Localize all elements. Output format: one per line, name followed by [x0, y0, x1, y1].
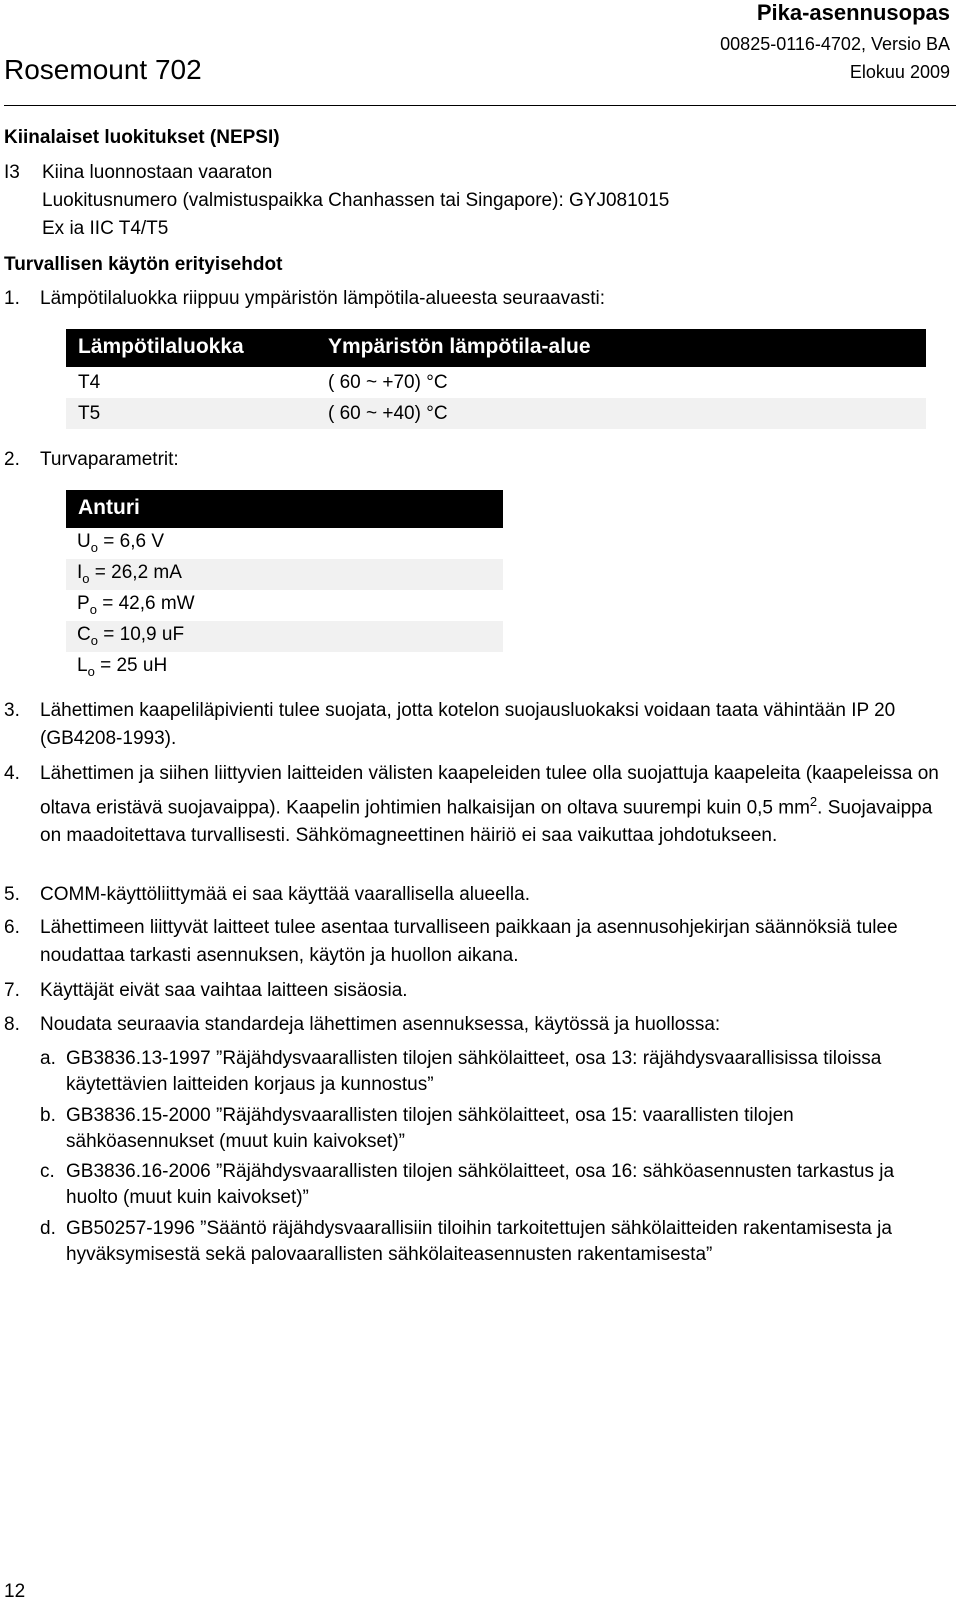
item-5-number: 5.: [4, 884, 20, 905]
table-row: [66, 621, 503, 652]
temperature-class-header: Lämpötilaluokka: [78, 335, 244, 358]
approval-code: I3: [4, 162, 20, 183]
temperature-table-header: [66, 329, 926, 367]
item-7-number: 7.: [4, 980, 20, 1001]
table-row: [66, 590, 503, 621]
approval-title: Kiina luonnostaan vaaraton: [42, 162, 273, 183]
ambient-range-cell: ( 60 ~ +70) °C: [328, 372, 448, 393]
item-1-number: 1.: [4, 288, 20, 309]
parameter-value: = 42,6 mW: [96, 593, 195, 614]
sub-item-label: c.: [40, 1161, 55, 1182]
table-row: [66, 559, 503, 590]
parameter-subscript: o: [90, 539, 98, 555]
item-8-number: 8.: [4, 1014, 20, 1035]
approval-certificate: Luokitusnumero (valmistuspaikka Chanhassen tai Singapore): GYJ081015: [42, 190, 670, 211]
sub-item-label: b.: [40, 1105, 56, 1126]
ambient-range-header: Ympäristön lämpötila-alue: [328, 335, 591, 358]
sub-item-label: a.: [40, 1048, 56, 1069]
sub-item-label: d.: [40, 1218, 56, 1239]
item-4-number: 4.: [4, 763, 20, 784]
table-row: [66, 367, 926, 398]
item-3-text: Lähettimen kaapeliläpivienti tulee suojata, jotta kotelon suojausluokaksi voidaan taata vähintään IP 20 (GB4208-1993).: [40, 700, 896, 749]
section-title: Kiinalaiset luokitukset (NEPSI): [4, 127, 280, 148]
document-date: Elokuu 2009: [849, 62, 950, 82]
table-row: [66, 528, 503, 559]
parameter-symbol: L: [77, 655, 88, 676]
temperature-class-cell: T4: [78, 372, 101, 393]
item-4-superscript: 2: [809, 794, 818, 809]
header-divider: [4, 105, 956, 106]
temperature-class-cell: T5: [78, 403, 101, 424]
document-number: 00825-0116-4702, Versio BA: [720, 34, 950, 54]
item-1-text: Lämpötilaluokka riippuu ympäristön lämpötila-alueesta seuraavasti:: [40, 288, 606, 309]
standard-item: GB3836.15-2000 ”Räjähdysvaarallisten tilojen sähkölaitteet, osa 15: vaarallisten tilojen sähköasennukset (muut kuin kaivokset)”: [66, 1105, 794, 1152]
item-4-text: [40, 760, 952, 850]
parameter-symbol: P: [77, 593, 90, 614]
conditions-title: Turvallisen käytön erityisehdot: [4, 254, 283, 275]
item-2-number: 2.: [4, 449, 20, 470]
product-name: Rosemount 702: [4, 54, 202, 85]
item-2-text: Turvaparametrit:: [40, 449, 179, 470]
item-6-text: Lähettimeen liittyvät laitteet tulee asentaa turvalliseen paikkaan ja asennusohjekirjan säännöksiä tulee noudattaa tarkasti asennuksen, käytön ja huollon aikana.: [40, 917, 898, 966]
parameter-subscript: o: [89, 601, 97, 617]
parameter-symbol: U: [77, 531, 91, 552]
sensor-header: Anturi: [78, 496, 140, 519]
standard-item: GB50257-1996 ”Sääntö räjähdysvaarallisiin tiloihin tarkoitettujen sähkölaitteiden rakentamisesta ja hyväksymisestä sekä palovaarallisten sähkölaiteasennusten rakentamisesta”: [66, 1218, 892, 1265]
item-6-number: 6.: [4, 917, 20, 938]
item-8-text: Noudata seuraavia standardeja lähettimen asennuksessa, käytössä ja huollossa:: [40, 1014, 721, 1035]
approval-marking: Ex ia IIC T4/T5: [42, 218, 169, 239]
parameter-value: = 25 uH: [94, 655, 168, 676]
document-type: Pika-asennusopas: [756, 0, 950, 25]
parameter-symbol: I: [77, 562, 83, 583]
parameter-value: = 6,6 V: [97, 531, 164, 552]
item-7-text: Käyttäjät eivät saa vaihtaa laitteen sisäosia.: [40, 980, 408, 1001]
item-4-text-part-1: Lähettimen ja siihen liittyvien laitteiden välisten kaapeleiden tulee olla suojattuja kaapeleita (kaapeleissa on oltava eristävä suojavaippa). Kaapelin johtimien halkaisijan on oltava suurempi kuin 0,5 mm: [40, 763, 939, 819]
standard-item: GB3836.13-1997 ”Räjähdysvaarallisten tilojen sähkölaitteet, osa 13: räjähdysvaarallisissa tiloissa käytettävien laitteiden korjaus ja kunnostus”: [66, 1048, 882, 1095]
page-number: 12: [4, 1581, 26, 1602]
table-row: [66, 652, 503, 683]
parameter-subscript: o: [87, 663, 95, 679]
ambient-range-cell: ( 60 ~ +40) °C: [328, 403, 448, 424]
item-3-number: 3.: [4, 700, 20, 721]
item-4-text-part-2: . Suojavaippa on maadoitettava turvallisesti. Sähkömagneettinen häiriö ei saa vaikuttaa johdotukseen.: [40, 797, 933, 847]
parameter-subscript: o: [90, 632, 98, 648]
parameter-symbol: C: [77, 624, 91, 645]
item-5-text: COMM-käyttöliittymää ei saa käyttää vaarallisella alueella.: [40, 884, 530, 905]
parameter-value: = 26,2 mA: [89, 562, 182, 583]
parameter-subscript: o: [82, 570, 90, 586]
table-row: [66, 398, 926, 429]
standard-item: GB3836.16-2006 ”Räjähdysvaarallisten tilojen sähkölaitteet, osa 16: sähköasennusten tarkastus ja huolto (muut kuin kaivokset)”: [66, 1161, 895, 1208]
parameter-value: = 10,9 uF: [97, 624, 185, 645]
parameter-table-header: [66, 490, 503, 528]
